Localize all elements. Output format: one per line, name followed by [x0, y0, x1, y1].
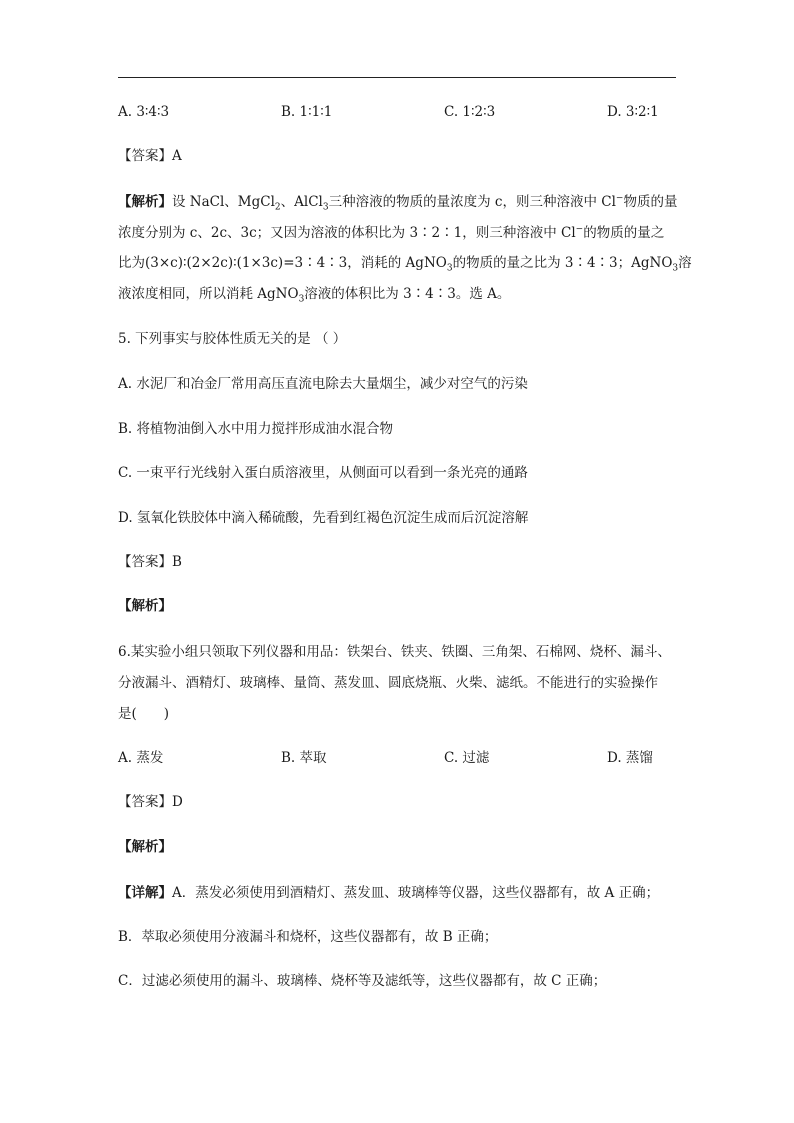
q6-answer: 【答案】D: [118, 794, 183, 810]
q4-analysis-text: 浓度分别为 c、2c、3c；又因为溶液的体积比为 3∶2∶1，则三种溶液中 Cl: [118, 225, 576, 241]
q6-option-d: D. 蒸馏: [607, 750, 653, 766]
q4-analysis-text: 设 NaCl、MgCl: [172, 194, 275, 210]
q4-analysis-text: 溶: [678, 255, 692, 271]
q4-analysis-line-4: [118, 285, 510, 303]
subscript: 3: [322, 202, 329, 213]
q6-stem-line-2: 分液漏斗、酒精灯、玻璃棒、量筒、蒸发皿、圆底烧瓶、火柴、滤纸。不能进行的实验操作: [118, 675, 658, 691]
q4-analysis-tag: 【解析】: [118, 194, 172, 210]
q4-option-a: A. 3∶4∶3: [118, 104, 170, 120]
q4-analysis-line-1: [118, 193, 677, 211]
subscript: 3: [446, 263, 453, 274]
q4-options: [118, 103, 684, 121]
q4-analysis-line-2: [118, 224, 664, 242]
subscript: 3: [672, 263, 679, 274]
q6-option-b: B. 萃取: [281, 750, 327, 766]
q4-analysis-text: 溶液的体积比为 3∶4∶3。选 A。: [304, 286, 511, 302]
q5-option-c: C. 一束平行光线射入蛋白质溶液里，从侧面可以看到一条光亮的通路: [118, 465, 528, 481]
q5-option-d: D. 氢氧化铁胶体中滴入稀硫酸，先看到红褐色沉淀生成而后沉淀溶解: [118, 510, 529, 526]
q4-analysis-text: 、AlCl: [280, 194, 323, 210]
q6-detail-c: C．过滤必须使用的漏斗、玻璃棒、烧杯等及滤纸等，这些仪器都有，故 C 正确；: [118, 973, 607, 989]
q6-detail-b: B．萃取必须使用分液漏斗和烧杯，这些仪器都有，故 B 正确；: [118, 929, 498, 945]
q5-stem: 5. 下列事实与胶体性质无关的是 （ ）: [118, 331, 347, 347]
subscript: 3: [298, 294, 305, 305]
q5-answer: 【答案】B: [118, 554, 182, 570]
q4-answer: 【答案】A: [118, 148, 182, 164]
q4-analysis-text: 液浓度相同，所以消耗 AgNO: [118, 286, 299, 302]
q6-option-c: C. 过滤: [444, 750, 490, 766]
q4-analysis-text: 三种溶液的物质的量浓度为 c，则三种溶液中 Cl: [328, 194, 616, 210]
q6-analysis-tag: 【解析】: [118, 839, 172, 855]
q4-option-c: C. 1∶2∶3: [444, 104, 496, 120]
q4-analysis-text: 比为(3×c)∶(2×2c)∶(1×3c)=3∶4∶3，消耗的 AgNO: [118, 255, 447, 271]
q4-analysis-line-3: [118, 254, 692, 272]
q4-analysis-text: 的物质的量之比为 3∶4∶3；AgNO: [452, 255, 673, 271]
q5-analysis-tag: 【解析】: [118, 598, 172, 614]
q6-detail-a: [118, 884, 659, 902]
superscript: −: [575, 224, 584, 235]
q6-detail-text: A．蒸发必须使用到酒精灯、蒸发皿、玻璃棒等仪器，这些仪器都有，故 A 正确；: [172, 885, 660, 901]
q4-option-b: B. 1∶1∶1: [281, 104, 333, 120]
q4-option-d: D. 3∶2∶1: [607, 104, 659, 120]
q5-option-b: B. 将植物油倒入水中用力搅拌形成油水混合物: [118, 421, 394, 437]
q6-options: [118, 749, 684, 767]
q4-analysis-text: 物质的量: [623, 194, 678, 210]
q5-option-a: A. 水泥厂和冶金厂常用高压直流电除去大量烟尘，减少对空气的污染: [118, 376, 528, 392]
q6-stem-line-1: 6.某实验小组只领取下列仪器和用品：铁架台、铁夹、铁圈、三角架、石棉网、烧杯、漏斗、: [118, 644, 671, 660]
header-rule: [118, 77, 676, 78]
subscript: 2: [274, 202, 281, 213]
q4-analysis-text: 的物质的量之: [583, 225, 665, 241]
superscript: −: [615, 193, 624, 204]
q6-stem-line-3: 是( ): [118, 706, 170, 722]
q6-detail-tag: 【详解】: [118, 885, 172, 901]
q6-option-a: A. 蒸发: [118, 750, 164, 766]
